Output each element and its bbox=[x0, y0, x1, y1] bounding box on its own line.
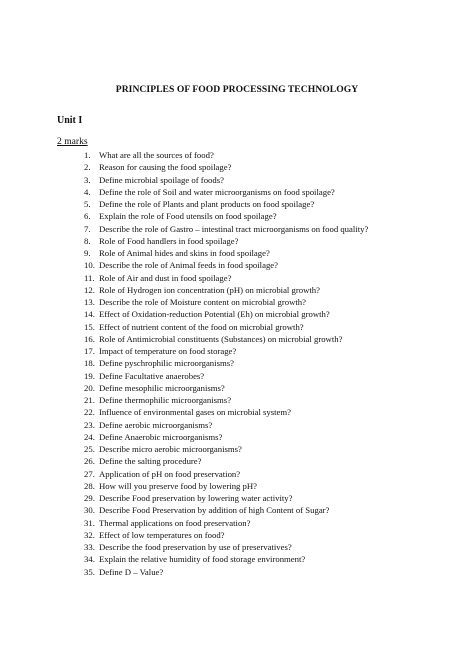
question-text: Define the role of Soil and water microorganisms on food spoilage? bbox=[99, 186, 335, 197]
question-text: Define the role of Plants and plant products on food spoilage? bbox=[99, 199, 315, 209]
question-text: Describe the role of Animal feeds in food spoilage? bbox=[99, 260, 279, 271]
question-text: Effect of Oxidation-reduction Potential (Eh) on microbial growth? bbox=[99, 309, 330, 320]
question-number: 20. bbox=[84, 382, 95, 393]
question-text: Application of pH on food preservation? bbox=[99, 468, 241, 479]
question-text: Describe the food preservation by use of preservatives? bbox=[99, 542, 292, 552]
question-text: Explain the relative humidity of food storage environment? bbox=[99, 554, 306, 565]
unit-heading: Unit I bbox=[57, 115, 83, 126]
question-text: Reason for causing the food spoilage? bbox=[99, 162, 232, 173]
question-number: 14. bbox=[84, 309, 95, 320]
question-text: Role of Animal hides and skins in food spoilage? bbox=[99, 248, 270, 258]
question-text: How will you preserve food by lowering pH? bbox=[99, 480, 258, 491]
question-number: 16. bbox=[84, 333, 95, 344]
question-text: Influence of environmental gases on microbial system? bbox=[99, 407, 292, 418]
question-number: 11. bbox=[84, 272, 95, 283]
question-number: 31. bbox=[84, 517, 95, 528]
question-text: Describe the role of Moisture content on microbial growth? bbox=[99, 297, 306, 307]
question-number: 1. bbox=[84, 150, 91, 160]
question-number: 24. bbox=[84, 431, 95, 442]
question-text: Define aerobic microorganisms? bbox=[99, 419, 213, 430]
question-text: Role of Antimicrobial constituents (Substances) on microbial growth? bbox=[99, 333, 343, 344]
question-number: 32. bbox=[84, 529, 95, 540]
marks-heading: 2 marks bbox=[57, 136, 88, 147]
question-number: 26. bbox=[84, 456, 95, 467]
question-text: Describe micro aerobic microorganisms? bbox=[99, 444, 242, 454]
question-number: 29. bbox=[84, 493, 95, 503]
question-number: 35. bbox=[84, 566, 95, 577]
question-text: Define microbial spoilage of foods? bbox=[99, 174, 224, 185]
question-text: Describe Food Preservation by addition of high Content of Sugar? bbox=[99, 505, 330, 516]
question-text: Define mesophilic microorganisms? bbox=[99, 382, 225, 393]
question-number: 12. bbox=[84, 284, 95, 295]
question-number: 5. bbox=[84, 199, 91, 209]
question-number: 19. bbox=[84, 370, 95, 381]
question-number: 2. bbox=[84, 162, 91, 173]
question-number: 3. bbox=[84, 174, 91, 185]
question-number: 25. bbox=[84, 444, 95, 454]
question-text: Effect of low temperatures on food? bbox=[99, 529, 225, 540]
question-number: 9. bbox=[84, 248, 91, 258]
question-number: 28. bbox=[84, 480, 95, 491]
question-text: What are all the sources of food? bbox=[99, 150, 214, 160]
question-number: 7. bbox=[84, 223, 91, 234]
question-text: Explain the role of Food utensils on food spoilage? bbox=[99, 211, 277, 222]
question-number: 4. bbox=[84, 186, 91, 197]
document-title: PRINCIPLES OF FOOD PROCESSING TECHNOLOGY bbox=[115, 84, 359, 95]
question-text: Define Anaerobic microorganisms? bbox=[99, 431, 223, 442]
question-text: Define thermophilic microorganisms? bbox=[99, 395, 232, 405]
question-number: 8. bbox=[84, 235, 91, 246]
question-text: Role of Air and dust in food spoilage? bbox=[99, 272, 232, 283]
question-number: 15. bbox=[84, 321, 95, 332]
question-text: Thermal applications on food preservation? bbox=[99, 517, 251, 528]
question-number: 23. bbox=[84, 419, 95, 430]
question-number: 34. bbox=[84, 554, 95, 565]
question-number: 6. bbox=[84, 211, 91, 222]
question-number: 13. bbox=[84, 297, 95, 307]
question-number: 30. bbox=[84, 505, 95, 516]
question-number: 17. bbox=[84, 346, 95, 356]
question-text: Role of Food handlers in food spoilage? bbox=[99, 235, 239, 246]
question-number: 27. bbox=[84, 468, 95, 479]
question-text: Describe Food preservation by lowering water activity? bbox=[99, 493, 293, 503]
question-number: 10. bbox=[84, 260, 95, 271]
question-text: Define the salting procedure? bbox=[99, 456, 202, 467]
question-text: Define pyschrophilic microorganisms? bbox=[99, 358, 234, 369]
question-text: Role of Hydrogen ion concentration (pH) on microbial growth? bbox=[99, 284, 320, 295]
question-text: Define D – Value? bbox=[99, 566, 164, 577]
question-number: 22. bbox=[84, 407, 95, 418]
question-text: Impact of temperature on food storage? bbox=[99, 346, 237, 356]
question-number: 21. bbox=[84, 395, 95, 405]
question-text: Describe the role of Gastro – intestinal tract microorganisms on food quality? bbox=[99, 223, 369, 234]
question-number: 33. bbox=[84, 542, 95, 552]
question-text: Effect of nutrient content of the food on microbial growth? bbox=[99, 321, 304, 332]
question-text: Define Facultative anaerobes? bbox=[99, 370, 205, 381]
question-number: 18. bbox=[84, 358, 95, 369]
